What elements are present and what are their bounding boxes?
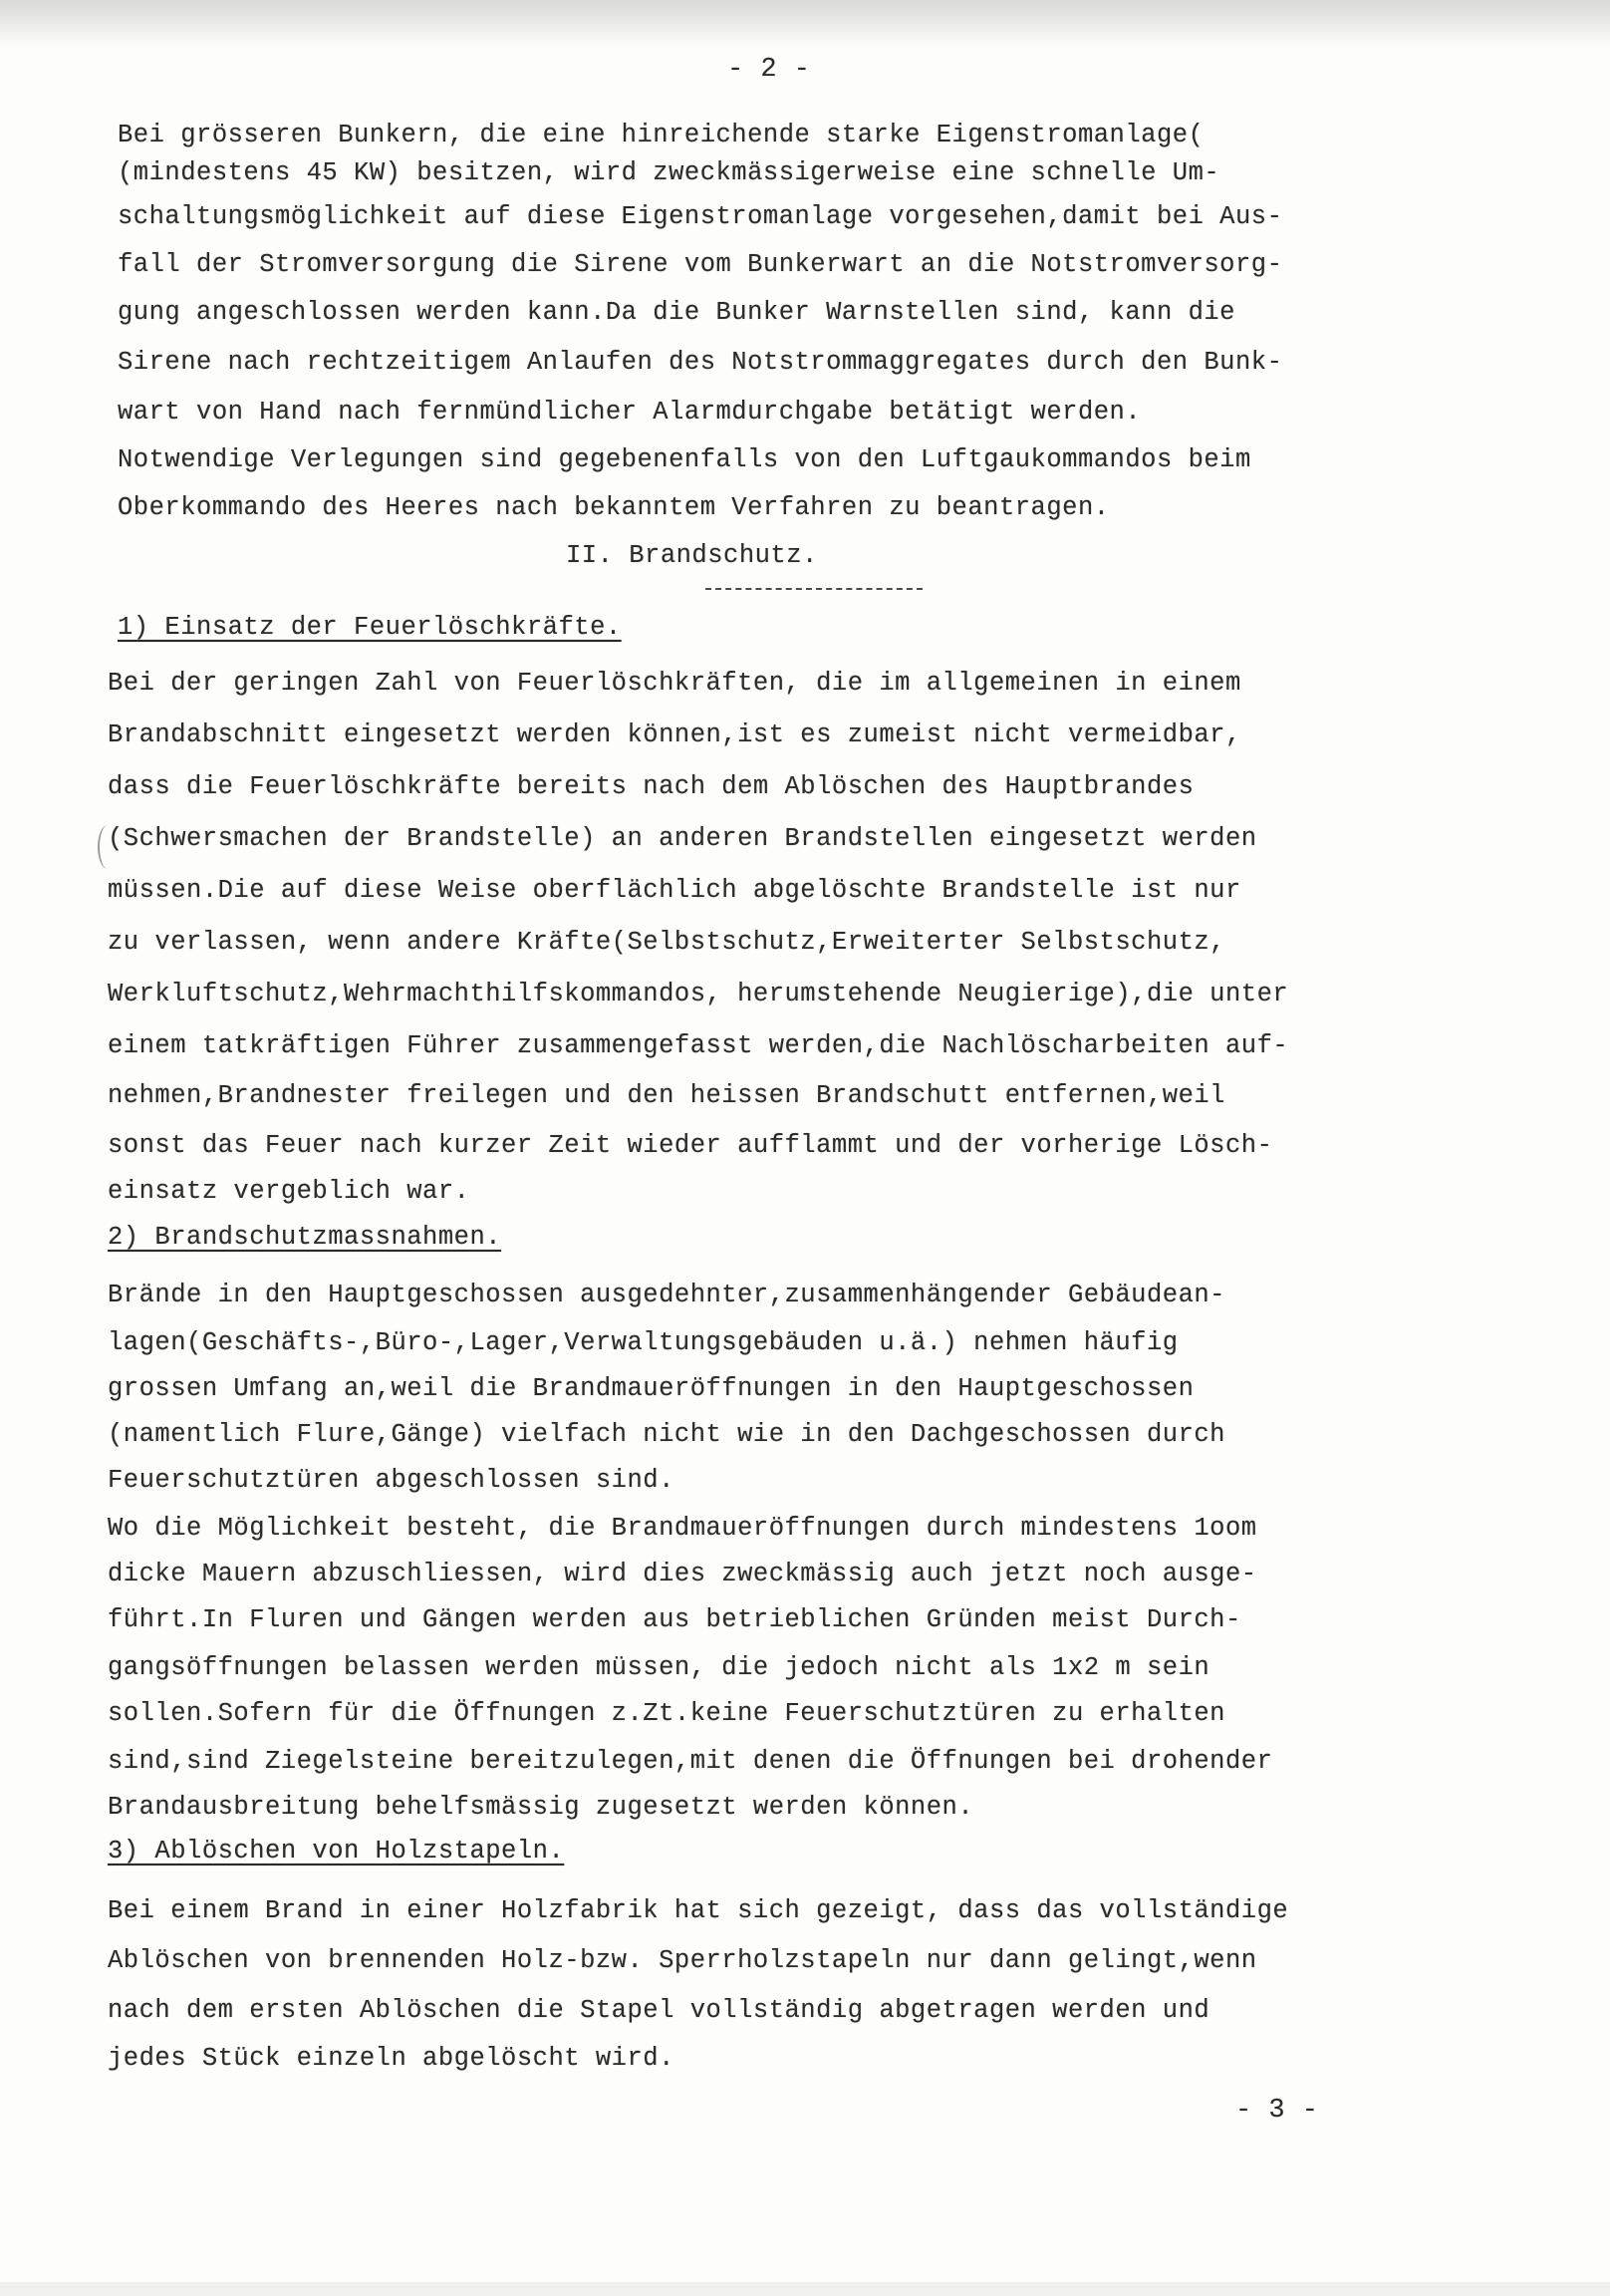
text-line: wart von Hand nach fernmündlicher Alarmdurchgabe betätigt werden. bbox=[118, 398, 1142, 427]
text-line: lagen(Geschäfts-,Büro-,Lager,Verwaltungsgebäuden u.ä.) nehmen häufig bbox=[108, 1328, 1179, 1357]
section-title: II. Brandschutz. bbox=[566, 541, 818, 570]
text-line: Brandausbreitung behelfsmässig zugesetzt werden können. bbox=[108, 1793, 974, 1822]
text-line: Brände in den Hauptgeschossen ausgedehnter,zusammenhängender Gebäudean- bbox=[108, 1281, 1225, 1309]
text-line: nach dem ersten Ablöschen die Stapel vollständig abgetragen werden und bbox=[108, 1996, 1210, 2025]
text-line: zu verlassen, wenn andere Kräfte(Selbstschutz,Erweiterter Selbstschutz, bbox=[108, 928, 1225, 957]
text-line: Feuerschutztüren abgeschlossen sind. bbox=[108, 1466, 674, 1495]
text-line: sind,sind Ziegelsteine bereitzulegen,mit denen die Öffnungen bei drohender bbox=[108, 1747, 1273, 1776]
text-line: Brandabschnitt eingesetzt werden können,ist es zumeist nicht vermeidbar, bbox=[108, 720, 1241, 749]
text-line: gangsöffnungen belassen werden müssen, die jedoch nicht als 1x2 m sein bbox=[108, 1653, 1210, 1682]
text-line: Bei grösseren Bunkern, die eine hinreichende starke Eigenstromanlage( bbox=[118, 121, 1205, 149]
subsection-heading: 1) Einsatz der Feuerlöschkräfte. bbox=[118, 613, 622, 642]
text-line: schaltungsmöglichkeit auf diese Eigenstromanlage vorgesehen,damit bei Aus- bbox=[118, 202, 1283, 231]
text-line: dicke Mauern abzuschliessen, wird dies zweckmässig auch jetzt noch ausge- bbox=[108, 1560, 1257, 1588]
page-number-footer: - 3 - bbox=[1235, 2096, 1319, 2126]
scan-bottom-edge bbox=[0, 2282, 1610, 2296]
subsection-heading: 3) Ablöschen von Holzstapeln. bbox=[108, 1837, 565, 1866]
subsection-heading: 2) Brandschutzmassnahmen. bbox=[108, 1223, 502, 1252]
text-line: gung angeschlossen werden kann.Da die Bunker Warnstellen sind, kann die bbox=[118, 298, 1235, 327]
text-line: einsatz vergeblich war. bbox=[108, 1177, 470, 1206]
text-line: Wo die Möglichkeit besteht, die Brandmaueröffnungen durch mindestens 1oom bbox=[108, 1514, 1257, 1543]
page-number-header: - 2 - bbox=[727, 55, 811, 85]
text-line: Sirene nach rechtzeitigem Anlaufen des Notstrommaggregates durch den Bunk- bbox=[118, 348, 1283, 377]
text-line: jedes Stück einzeln abgelöscht wird. bbox=[108, 2044, 674, 2073]
text-line: grossen Umfang an,weil die Brandmaueröffnungen in den Hauptgeschossen bbox=[108, 1374, 1195, 1403]
text-line: Notwendige Verlegungen sind gegebenenfalls von den Luftgaukommandos beim bbox=[118, 445, 1251, 474]
text-line: Oberkommando des Heeres nach bekanntem Verfahren zu beantragen. bbox=[118, 493, 1110, 522]
text-line: (namentlich Flure,Gänge) vielfach nicht wie in den Dachgeschossen durch bbox=[108, 1420, 1225, 1449]
text-line: Ablöschen von brennenden Holz-bzw. Sperrholzstapeln nur dann gelingt,wenn bbox=[108, 1946, 1257, 1975]
text-line: Werkluftschutz,Wehrmachthilfskommandos, herumstehende Neugierige),die unter bbox=[108, 980, 1289, 1008]
text-line: einem tatkräftigen Führer zusammengefasst werden,die Nachlöscharbeiten auf- bbox=[108, 1031, 1289, 1060]
text-line: müssen.Die auf diese Weise oberflächlich abgelöschte Brandstelle ist nur bbox=[108, 876, 1241, 905]
text-line: führt.In Fluren und Gängen werden aus betrieblichen Gründen meist Durch- bbox=[108, 1605, 1241, 1634]
text-line: sonst das Feuer nach kurzer Zeit wieder aufflammt und der vorherige Lösch- bbox=[108, 1131, 1273, 1160]
text-line: Bei einem Brand in einer Holzfabrik hat sich gezeigt, dass das vollständige bbox=[108, 1896, 1289, 1925]
text-line: nehmen,Brandnester freilegen und den heissen Brandschutt entfernen,weil bbox=[108, 1081, 1225, 1110]
text-line: Bei der geringen Zahl von Feuerlöschkräften, die im allgemeinen in einem bbox=[108, 669, 1241, 698]
text-line: dass die Feuerlöschkräfte bereits nach dem Ablöschen des Hauptbrandes bbox=[108, 772, 1195, 801]
text-line: (mindestens 45 KW) besitzen, wird zweckmässigerweise eine schnelle Um- bbox=[118, 158, 1220, 187]
scan-edge-shadow bbox=[0, 0, 1610, 48]
text-line: (Schwersmachen der Brandstelle) an anderen Brandstellen eingesetzt werden bbox=[108, 824, 1257, 853]
text-line: fall der Stromversorgung die Sirene vom Bunkerwart an die Notstromversorg- bbox=[118, 250, 1283, 279]
title-underline bbox=[705, 588, 923, 590]
text-line: sollen.Sofern für die Öffnungen z.Zt.keine Feuerschutztüren zu erhalten bbox=[108, 1699, 1225, 1728]
